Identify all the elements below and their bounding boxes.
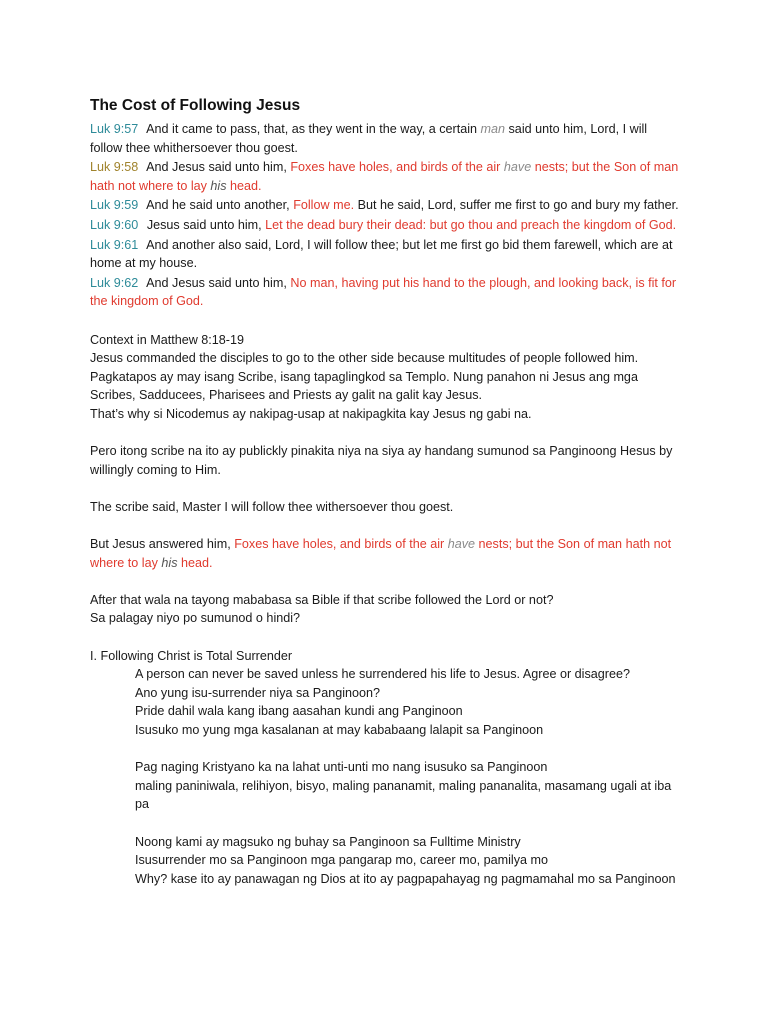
words-of-christ: No man, having put his hand to the plough, and looking back, is fit for the kingdom of God.: [90, 275, 677, 309]
answer-intro: But Jesus answered him,: [90, 537, 235, 552]
verse-text: said unto him, Lord, I will follow thee whithersoever thou goest.: [90, 122, 648, 155]
outline-line: Noong kami ay magsuko ng buhay sa Panginoon sa Fulltime Ministry: [135, 834, 521, 849]
section-heading: I. Following Christ is Total Surrender: [90, 648, 293, 663]
italic-word: have: [503, 160, 532, 175]
outline-line: Pag naging Kristyano ka na lahat unti-unti mo nang isusuko sa Panginoon: [135, 760, 548, 775]
context-line: Pagkatapos ay may isang Scribe, isang tapaglingkod sa Templo. Nung panahon ni Jesus ang mga Scribes, Sadducees, Pharisees and Priests ay galit na galit kay Jesus.: [90, 369, 638, 403]
verse-text: And Jesus said unto him,: [146, 160, 291, 175]
document-page: [90, 96, 680, 888]
words-of-christ: nests; but the Son of man hath not where to lay: [90, 160, 679, 193]
verse-reference: Luk 9:60: [90, 217, 139, 232]
verse-reference: Luk 9:58: [90, 160, 139, 175]
verse-text: But he said, Lord, suffer me first to go and bury my father.: [354, 198, 679, 213]
verse-text: Jesus said unto him,: [146, 217, 266, 232]
outline-line: Pride dahil wala kang ibang aasahan kundi ang Panginoon: [135, 704, 463, 719]
context-line: Jesus commanded the disciples to go to the other side because multitudes of people followed him.: [90, 351, 639, 366]
question-line: Sa palagay niyo po sumunod o hindi?: [90, 611, 301, 626]
words-of-christ: Let the dead bury their dead: but go thou and preach the kingdom of God.: [265, 217, 677, 232]
verse-reference: Luk 9:62: [90, 275, 139, 290]
context-heading: Context in Matthew 8:18-19: [90, 332, 245, 347]
outline-line: Why? kase ito ay panawagan ng Dios at ito ay pagpapahayag ng pagmamahal mo sa Panginoon: [135, 871, 676, 886]
outline-line: maling paniniwala, relihiyon, bisyo, maling pananamit, maling pananalita, masamang ugali at iba pa: [135, 778, 672, 812]
italic-word: man: [480, 122, 506, 136]
context-paragraph: Pero itong scribe na ito ay publickly pinakita niya na siya ay handang sumunod sa Panginoong Hesus by willingly coming to Him.: [90, 444, 673, 477]
verse-text: And Jesus said unto him,: [146, 275, 291, 290]
words-of-christ: nests; but the Son of man hath not where to lay: [90, 537, 672, 570]
verse-luk-9-58: [90, 158, 680, 195]
verse-text: And he said unto another,: [146, 198, 294, 213]
verse-luk-9-59: [90, 196, 680, 215]
verse-reference: Luk 9:57: [90, 122, 139, 136]
italic-word: his: [161, 555, 178, 570]
jesus-answer-paragraph: [90, 535, 680, 572]
verse-reference: Luk 9:59: [90, 198, 139, 213]
verse-reference: Luk 9:61: [90, 237, 139, 252]
outline-line: Ano yung isu-surrender niya sa Panginoon?: [135, 685, 381, 700]
question-line: After that wala na tayong mababasa sa Bible if that scribe followed the Lord or not?: [90, 592, 554, 607]
verse-text: And it came to pass, that, as they went in the way, a certain: [146, 122, 481, 136]
verse-text: And another also said, Lord, I will follow thee; but let me first go bid them farewell, which are at home at my house.: [90, 237, 673, 271]
verse-luk-9-57: [90, 120, 680, 157]
context-paragraph: The scribe said, Master I will follow thee withersoever thou goest.: [90, 499, 454, 514]
verse-luk-9-62: [90, 274, 680, 311]
outline-line: Isusurrender mo sa Panginoon mga pangarap mo, career mo, pamilya mo: [135, 853, 549, 868]
context-line: That’s why si Nicodemus ay nakipag-usap at nakipagkita kay Jesus ng gabi na.: [90, 406, 532, 421]
italic-word: his: [210, 178, 227, 193]
words-of-christ: Follow me.: [293, 198, 355, 213]
words-of-christ: head.: [226, 178, 262, 193]
words-of-christ: Foxes have holes, and birds of the air: [234, 537, 448, 552]
italic-word: have: [447, 537, 476, 552]
words-of-christ: head.: [177, 555, 213, 570]
outline-line: A person can never be saved unless he surrendered his life to Jesus. Agree or disagree?: [135, 667, 630, 682]
outline-line: Isusuko mo yung mga kasalanan at may kababaang lalapit sa Panginoon: [135, 723, 544, 737]
verse-luk-9-61: [90, 236, 680, 273]
document-title: The Cost of Following Jesus: [90, 97, 301, 114]
verse-luk-9-60: [90, 216, 680, 235]
words-of-christ: Foxes have holes, and birds of the air: [290, 160, 504, 175]
section-block: [90, 665, 680, 888]
